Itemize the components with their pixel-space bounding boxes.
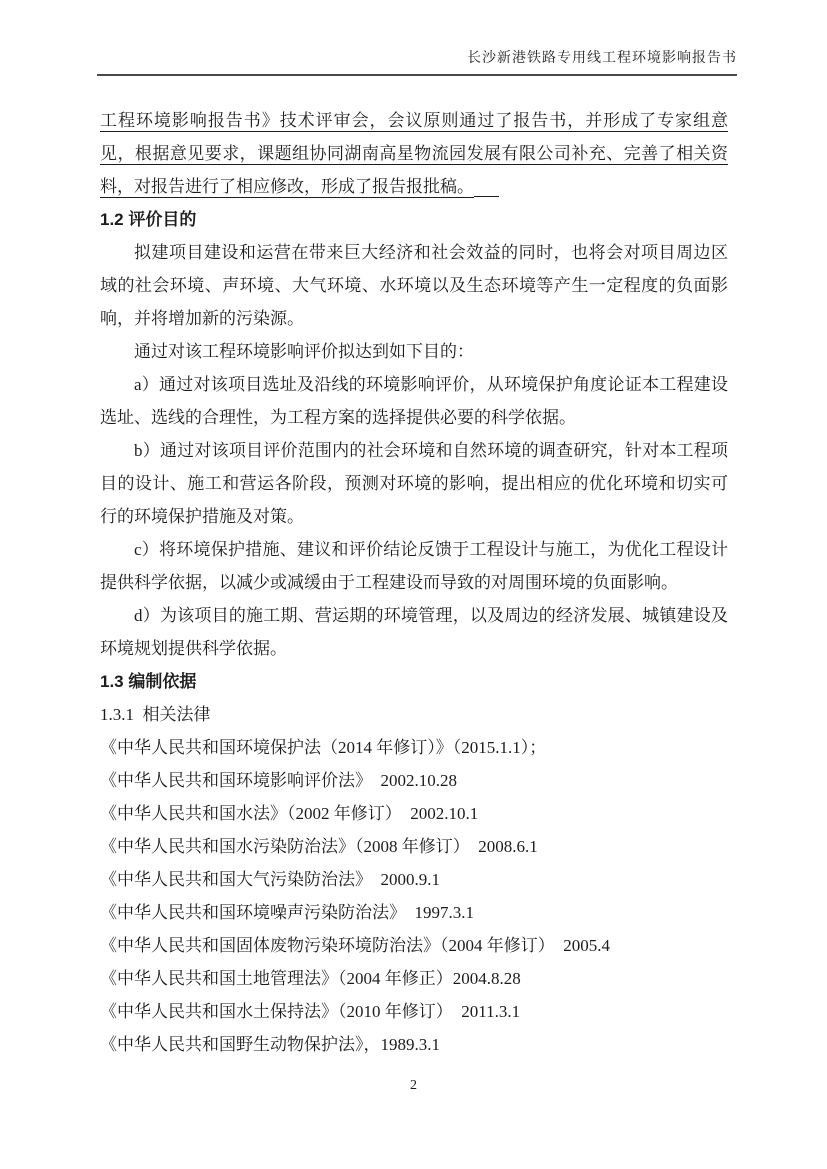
running-title: 长沙新港铁路专用线工程环境影响报告书	[467, 51, 737, 66]
continued-paragraph	[100, 104, 728, 203]
subsection-heading-1-3-1: 1.3.1 相关法律	[100, 705, 211, 724]
page-number: 2	[410, 1078, 417, 1093]
law-item: 《中华人民共和国野生动物保护法》，1989.3.1	[100, 1035, 440, 1054]
law-item: 《中华人民共和国水污染防治法》（2008 年修订） 2008.6.1	[100, 837, 538, 856]
section-heading-1-3: 1.3 编制依据	[100, 672, 197, 691]
law-item: 《中华人民共和国固体废物污染环境防治法》（2004 年修订） 2005.4	[100, 936, 610, 955]
law-list	[100, 731, 728, 1061]
document-body	[100, 104, 728, 1061]
body-paragraph: a）通过对该项目选址及沿线的环境影响评价，从环境保护角度论证本工程建设选址、选线的合理性，为工程方案的选择提供必要的科学依据。	[100, 375, 728, 427]
body-paragraph: d）为该项目的施工期、营运期的环境管理，以及周边的经济发展、城镇建设及环境规划提供科学依据。	[100, 606, 728, 658]
law-item: 《中华人民共和国水法》（2002 年修订） 2002.10.1	[100, 804, 479, 823]
page-footer	[0, 1077, 827, 1095]
law-item: 《中华人民共和国大气污染防治法》 2000.9.1	[100, 870, 440, 889]
law-item: 《中华人民共和国环境影响评价法》 2002.10.28	[100, 771, 457, 790]
law-item: 《中华人民共和国环境保护法（2014 年修订）》（2015.1.1）；	[100, 738, 547, 757]
body-paragraph: 通过对该工程环境影响评价拟达到如下目的：	[134, 342, 474, 361]
law-item: 《中华人民共和国土地管理法》（2004 年修正）2004.8.28	[100, 969, 521, 988]
body-paragraph: 拟建项目建设和运营在带来巨大经济和社会效益的同时，也将会对项目周边区域的社会环境、声环境、大气环境、水环境以及生态环境等产生一定程度的负面影响，并将增加新的污染源。	[100, 243, 728, 328]
underline-extension	[474, 196, 499, 197]
law-item: 《中华人民共和国水土保持法》（2010 年修订） 2011.3.1	[100, 1002, 521, 1021]
page-header	[97, 48, 737, 76]
section-heading-1-2: 1.2 评价目的	[100, 210, 197, 229]
body-paragraph: b）通过对该项目评价范围内的社会环境和自然环境的调查研究，针对本工程项目的设计、施工和营运各阶段，预测对环境的影响，提出相应的优化环境和切实可行的环境保护措施及对策。	[100, 441, 728, 526]
body-paragraph: c）将环境保护措施、建议和评价结论反馈于工程设计与施工，为优化工程设计提供科学依据，以减少或减缓由于工程建设而导致的对周围环境的负面影响。	[100, 540, 728, 592]
law-item: 《中华人民共和国环境噪声污染防治法》 1997.3.1	[100, 903, 474, 922]
continued-paragraph-text: 工程环境影响报告书》技术评审会，会议原则通过了报告书，并形成了专家组意见，根据意见要求，课题组协同湖南高星物流园发展有限公司补充、完善了相关资料，对报告进行了相应修改，形成了报告报批稿。	[100, 111, 728, 196]
